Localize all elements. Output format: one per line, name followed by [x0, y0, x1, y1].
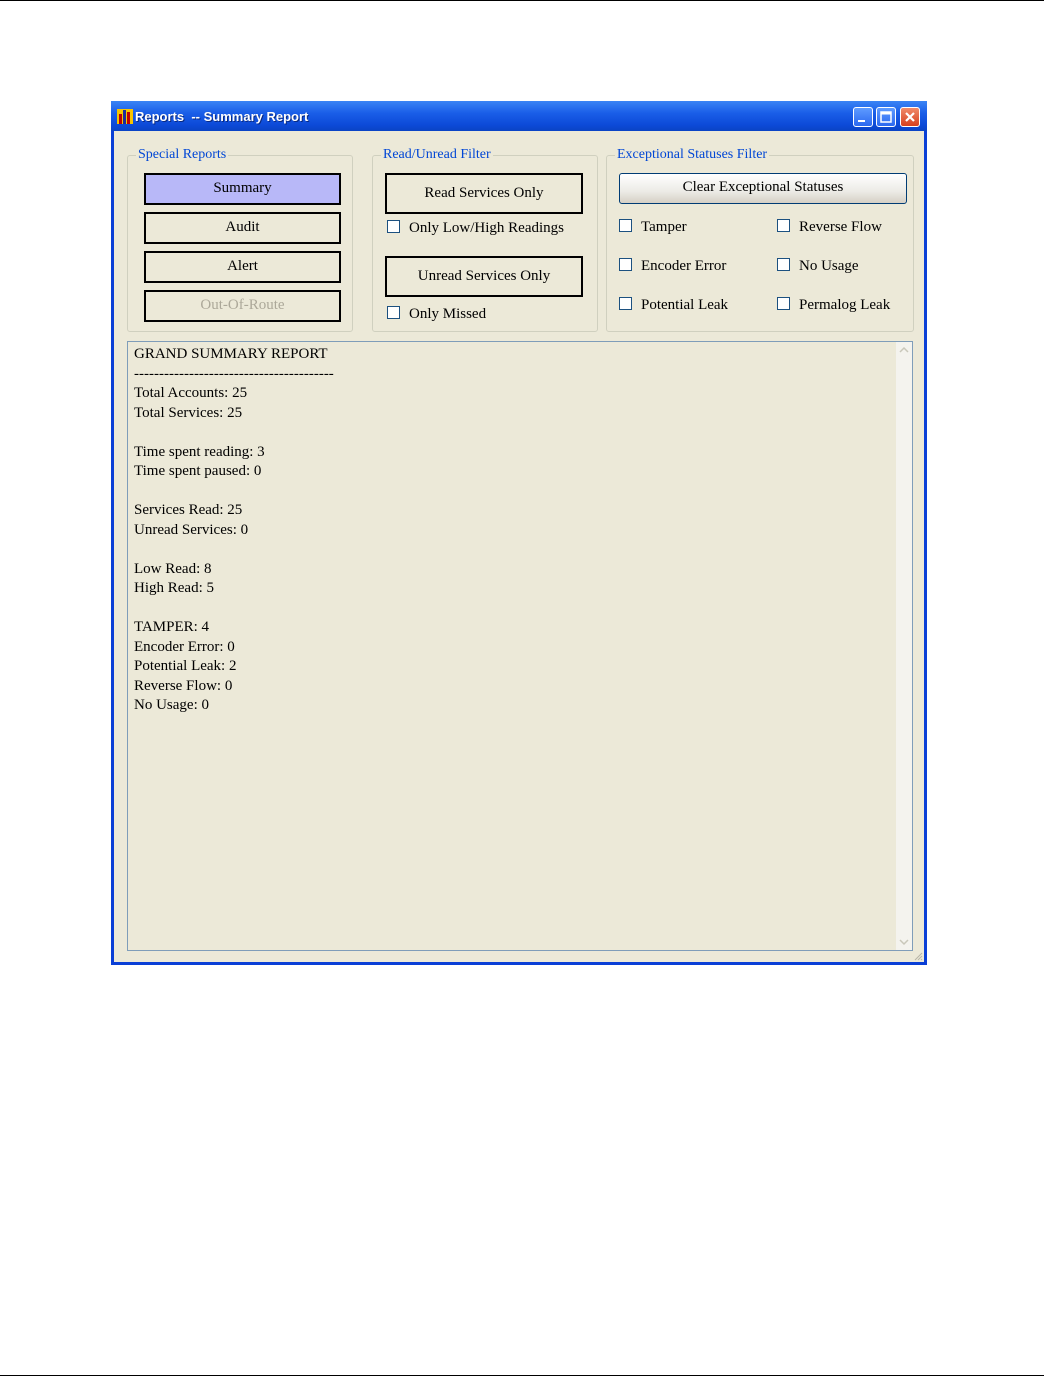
checkbox-box	[619, 258, 632, 271]
report-line: Reverse Flow: 0	[134, 677, 233, 694]
resize-grip-icon[interactable]	[913, 951, 923, 961]
clear-exceptional-statuses-button[interactable]	[619, 173, 907, 204]
close-button[interactable]	[900, 107, 920, 127]
permalog-leak-checkbox[interactable]	[777, 297, 890, 314]
audit-button-label: Audit	[225, 219, 260, 235]
report-line: GRAND SUMMARY REPORT	[134, 346, 328, 362]
checkbox-box	[387, 220, 400, 233]
window-titlebar[interactable]	[111, 101, 927, 131]
report-line: ----------------------------------------	[134, 365, 334, 382]
minimize-icon	[854, 108, 872, 126]
only-missed-label: Only Missed	[409, 306, 487, 322]
checkbox-box	[777, 297, 790, 310]
read-services-only-button[interactable]	[385, 173, 583, 214]
reverse-flow-label: Reverse Flow	[799, 219, 882, 235]
potential-leak-checkbox[interactable]	[619, 297, 728, 314]
page-bottom-rule	[0, 1375, 1044, 1376]
alert-button[interactable]	[144, 251, 341, 283]
report-line: High Read: 5	[134, 580, 214, 596]
only-low-high-readings-label: Only Low/High Readings	[409, 220, 564, 236]
unread-services-only-button[interactable]	[385, 256, 583, 297]
report-line: Low Read: 8	[134, 560, 212, 577]
reports-window	[111, 101, 927, 965]
audit-button[interactable]	[144, 212, 341, 244]
tamper-checkbox[interactable]	[619, 219, 687, 236]
report-line: Total Services: 25	[134, 404, 243, 421]
close-icon	[901, 108, 919, 126]
report-line: Total Accounts: 25	[134, 385, 248, 401]
potential-leak-label: Potential Leak	[641, 297, 729, 313]
exceptional-statuses-filter-group	[606, 147, 914, 332]
window-title: Reports -- Summary Report	[135, 109, 309, 124]
checkbox-box	[619, 219, 632, 232]
encoder-error-label: Encoder Error	[641, 258, 727, 274]
report-text-area[interactable]	[127, 341, 913, 951]
report-line: TAMPER: 4	[134, 619, 210, 635]
read-unread-filter-group	[372, 147, 598, 332]
chevron-up-icon	[896, 342, 912, 358]
read-services-only-label: Read Services Only	[424, 185, 544, 201]
report-line: Services Read: 25	[134, 502, 243, 518]
encoder-error-checkbox[interactable]	[619, 258, 726, 275]
no-usage-checkbox[interactable]	[777, 258, 859, 275]
tamper-label: Tamper	[641, 219, 687, 235]
scroll-up-button[interactable]	[896, 342, 912, 358]
chevron-down-icon	[896, 934, 912, 950]
report-line: Time spent paused: 0	[134, 463, 262, 479]
reports-bar-chart-icon	[117, 108, 133, 124]
checkbox-box	[619, 297, 632, 310]
report-line: Encoder Error: 0	[134, 638, 235, 655]
out-of-route-button-label: Out-Of-Route	[200, 297, 285, 313]
checkbox-box	[777, 258, 790, 271]
maximize-icon	[877, 108, 895, 126]
minimize-button[interactable]	[853, 107, 873, 127]
unread-services-only-label: Unread Services Only	[417, 268, 551, 284]
summary-button-label: Summary	[213, 180, 272, 196]
report-line: No Usage: 0	[134, 697, 209, 713]
report-content	[134, 345, 334, 716]
clear-exceptional-statuses-label: Clear Exceptional Statuses	[682, 179, 844, 195]
permalog-leak-label: Permalog Leak	[799, 297, 891, 313]
page-top-rule	[0, 0, 1044, 1]
exceptional-statuses-filter-legend: Exceptional Statuses Filter	[617, 147, 768, 162]
checkbox-box	[777, 219, 790, 232]
reverse-flow-checkbox[interactable]	[777, 219, 882, 236]
report-line: Unread Services: 0	[134, 521, 249, 538]
maximize-button[interactable]	[876, 107, 896, 127]
report-line: Potential Leak: 2	[134, 658, 237, 674]
special-reports-group	[127, 147, 353, 332]
only-missed-checkbox[interactable]	[387, 306, 486, 323]
checkbox-box	[387, 306, 400, 319]
vertical-scrollbar[interactable]	[896, 342, 912, 950]
window-client-area	[114, 131, 924, 962]
read-unread-filter-legend: Read/Unread Filter	[383, 147, 491, 162]
scroll-down-button[interactable]	[896, 934, 912, 950]
no-usage-label: No Usage	[799, 258, 859, 274]
only-low-high-readings-checkbox[interactable]	[387, 220, 564, 237]
report-line: Time spent reading: 3	[134, 443, 265, 460]
alert-button-label: Alert	[227, 258, 258, 274]
out-of-route-button[interactable]	[144, 290, 341, 322]
special-reports-legend: Special Reports	[138, 147, 227, 162]
summary-button[interactable]	[144, 173, 341, 205]
